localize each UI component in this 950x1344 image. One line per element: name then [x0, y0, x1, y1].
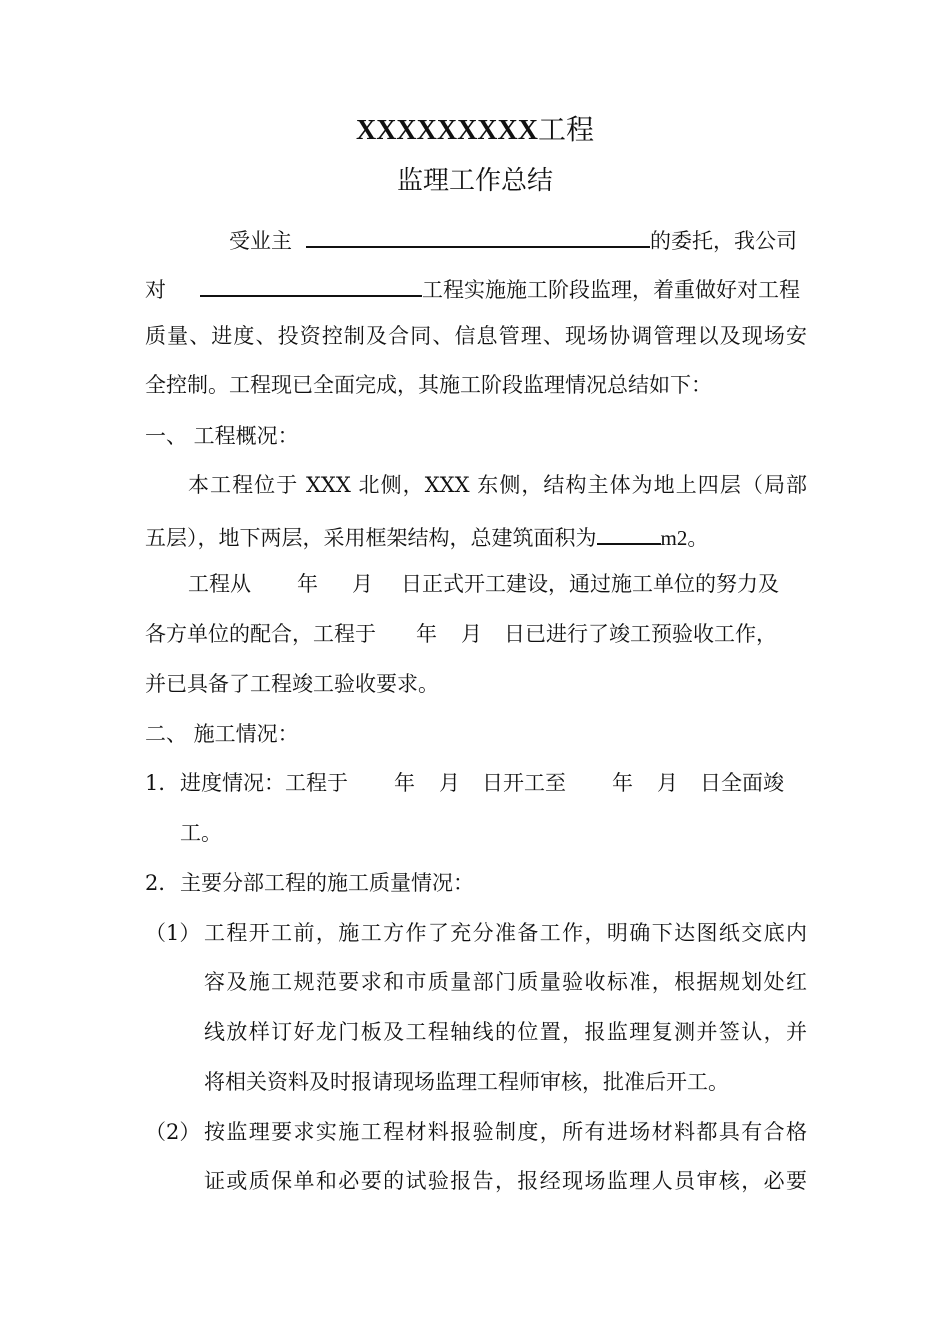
intro-line-3: 质量、进度、投资控制及合同、信息管理、现场协调管理以及现场安 [145, 324, 807, 348]
sec1-p2-line-3: 并已具备了工程竣工验收要求。 [145, 672, 439, 696]
subitem-1-line-4: 将相关资料及时报请现场监理工程师审核，批准后开工。 [204, 1070, 729, 1094]
sec1-p1-line-1: 本工程位于 XXX 北侧，XXX 东侧，结构主体为地上四层（局部 [188, 473, 807, 497]
item-1-line-1: 进度情况：工程于 年 月 日开工至 年 月 日全面竣 [180, 771, 784, 795]
section-1-heading: 一、 工程概况： [145, 424, 299, 448]
subitem-1-number: （1） [145, 921, 201, 945]
intro-line-4: 全控制。工程现已全面完成，其施工阶段监理情况总结如下： [145, 373, 712, 397]
owner-blank [306, 222, 650, 248]
sec1-p1-line-2: 五层），地下两层，采用框架结构，总建筑面积为 m2。 [145, 519, 807, 553]
item-1-line-2: 工。 [180, 821, 222, 845]
area-blank [597, 519, 661, 545]
section-2-heading: 二、 施工情况： [145, 722, 299, 746]
item-2-number: 2． [145, 871, 180, 895]
item-2-text: 主要分部工程的施工质量情况： [180, 871, 474, 895]
document-title [0, 110, 950, 151]
subitem-1-line-3: 线放样订好龙门板及工程轴线的位置，报监理复测并签认，并 [204, 1020, 807, 1044]
sec1-p2-line-1: 工程从 年 月 日正式开工建设，通过施工单位的努力及 [188, 572, 779, 596]
document-subtitle: 监理工作总结 [396, 166, 553, 196]
intro-line-1: 受业主 的委托，我公司 [145, 222, 807, 256]
subitem-2-line-1: 按监理要求实施工程材料报验制度，所有进场材料都具有合格 [204, 1120, 807, 1144]
project-blank [200, 271, 422, 297]
subitem-1-line-2: 容及施工规范要求和市质量部门质量验收标准，根据规划处红 [204, 970, 807, 994]
sec1-p2-line-2: 各方单位的配合，工程于 年 月 日已进行了竣工预验收工作， [145, 622, 777, 646]
title-project-name: XXXXXXXXX [355, 115, 538, 146]
title-suffix: 工程 [537, 113, 594, 146]
intro-line-2: 对 工程实施施工阶段监理，着重做好对工程 [145, 271, 807, 305]
subitem-2-number: （2） [145, 1120, 201, 1144]
item-1-number: 1． [145, 771, 180, 795]
subitem-2-line-2: 证或质保单和必要的试验报告，报经现场监理人员审核，必要 [204, 1169, 807, 1193]
subitem-1-line-1: 工程开工前，施工方作了充分准备工作，明确下达图纸交底内 [204, 921, 807, 945]
